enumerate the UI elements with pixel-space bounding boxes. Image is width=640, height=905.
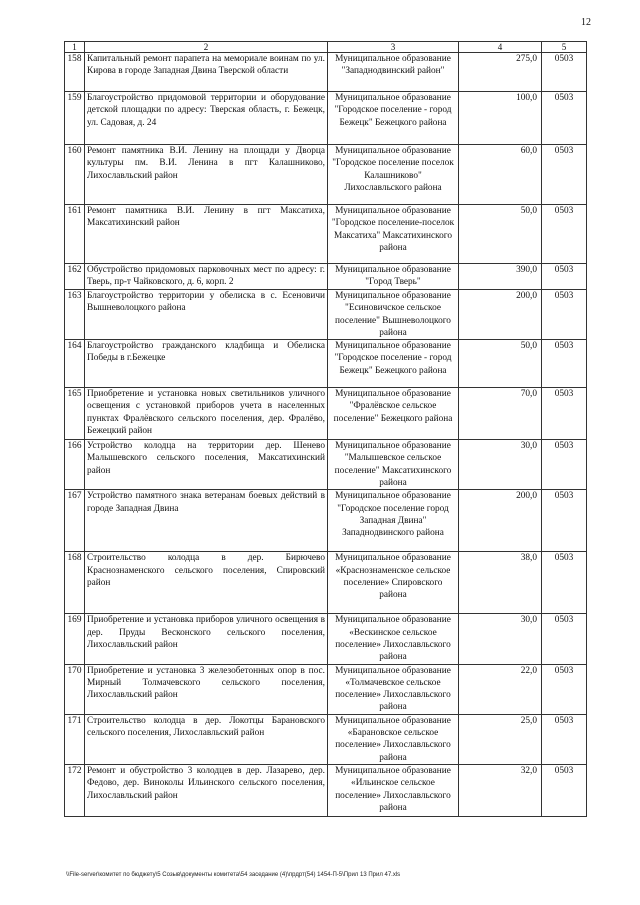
- budget-table: [64, 41, 587, 817]
- row-description: Капитальный ремонт парапета на мемориале воинам по ул. Кирова в городе Западная Двина Тверской области: [85, 53, 328, 92]
- row-code: 0503: [542, 764, 587, 816]
- row-organization: Муниципальное образование "Малышевское сельское поселение" Максатихинского района: [328, 440, 459, 490]
- row-number: 162: [65, 264, 85, 290]
- row-organization: Муниципальное образование «Краснознаменское сельское поселение» Спировского района: [328, 552, 459, 614]
- row-number: 164: [65, 340, 85, 388]
- row-code: 0503: [542, 264, 587, 290]
- row-organization: Муниципальное образование "Городское поселение - город Бежецк" Бежецкого района: [328, 340, 459, 388]
- file-path-footer: \\File-server\комитет по бюджету\5 Созыв\документы комитета\54 заседание (4)\прдрт(54) 1454-П-5\Прил 13 Прил 47.xls: [66, 872, 401, 878]
- row-number: 168: [65, 552, 85, 614]
- row-code: 0503: [542, 340, 587, 388]
- row-amount: 50,0: [459, 205, 542, 264]
- page-number: 12: [581, 17, 591, 28]
- row-amount: 200,0: [459, 290, 542, 340]
- table-row: [65, 714, 587, 764]
- row-number: 161: [65, 205, 85, 264]
- row-amount: 50,0: [459, 340, 542, 388]
- row-code: 0503: [542, 552, 587, 614]
- row-description: Устройство колодца на территории дер. Шенево Малышевского сельского поселения, Максатихинский район: [85, 440, 328, 490]
- row-code: 0503: [542, 664, 587, 714]
- row-description: Приобретение и установка приборов уличного освещения в дер. Пруды Весконского сельского поселения, Лихославльский район: [85, 614, 328, 664]
- table-row: [65, 290, 587, 340]
- row-description: Строительство колодца в дер. Локотцы Барановского сельского поселения, Лихославльский район: [85, 714, 328, 764]
- row-description: Приобретение и установка новых светильников уличного освещения с установкой приборов учета в населенных пунктах Фралёвского сельского поселения, дер. Фралёво, Бежецкий район: [85, 388, 328, 440]
- row-number: 167: [65, 490, 85, 552]
- row-number: 166: [65, 440, 85, 490]
- row-organization: Муниципальное образование "Городское поселение поселок Калашниково" Лихославльского района: [328, 145, 459, 205]
- row-organization: Муниципальное образование "Есиновичское сельское поселение" Вышневолоцкого района: [328, 290, 459, 340]
- row-code: 0503: [542, 490, 587, 552]
- row-code: 0503: [542, 614, 587, 664]
- row-amount: 200,0: [459, 490, 542, 552]
- row-number: 170: [65, 664, 85, 714]
- row-organization: Муниципальное образование "Городское поселение - город Бежецк" Бежецкого района: [328, 92, 459, 145]
- row-amount: 30,0: [459, 440, 542, 490]
- row-code: 0503: [542, 53, 587, 92]
- row-organization: Муниципальное образование "Городское поселение-поселок Максатиха" Максатихинского района: [328, 205, 459, 264]
- row-code: 0503: [542, 92, 587, 145]
- row-description: Ремонт памятника В.И. Ленину в пгт Максатиха, Максатихинский район: [85, 205, 328, 264]
- row-organization: Муниципальное образование "Фралёвское сельское поселение" Бежецкого района: [328, 388, 459, 440]
- table-row: [65, 388, 587, 440]
- row-organization: Муниципальное образование «Ильинское сельское поселение» Лихославльского района: [328, 764, 459, 816]
- row-amount: 25,0: [459, 714, 542, 764]
- row-code: 0503: [542, 290, 587, 340]
- row-description: Устройство памятного знака ветеранам боевых действий в городе Западная Двина: [85, 490, 328, 552]
- row-number: 159: [65, 92, 85, 145]
- row-number: 172: [65, 764, 85, 816]
- row-amount: 32,0: [459, 764, 542, 816]
- table-row: [65, 205, 587, 264]
- row-amount: 275,0: [459, 53, 542, 92]
- table-row: [65, 764, 587, 816]
- row-amount: 22,0: [459, 664, 542, 714]
- table-row: [65, 340, 587, 388]
- row-number: 160: [65, 145, 85, 205]
- row-organization: Муниципальное образование "Город Тверь": [328, 264, 459, 290]
- table-row: [65, 145, 587, 205]
- row-code: 0503: [542, 388, 587, 440]
- header-col-4: 4: [459, 42, 542, 53]
- row-description: Ремонт и обустройство 3 колодцев в дер. Лазарево, дер. Федово, дер. Виноколы Ильинского сельского поселения, Лихославльский район: [85, 764, 328, 816]
- table-row: [65, 490, 587, 552]
- table-row: [65, 614, 587, 664]
- row-number: 165: [65, 388, 85, 440]
- row-organization: Муниципальное образование "Городское поселение город Западная Двина" Западнодвинского района: [328, 490, 459, 552]
- row-code: 0503: [542, 440, 587, 490]
- row-amount: 30,0: [459, 614, 542, 664]
- row-number: 158: [65, 53, 85, 92]
- row-organization: Муниципальное образование «Барановское сельское поселение» Лихославльского района: [328, 714, 459, 764]
- row-code: 0503: [542, 205, 587, 264]
- row-number: 169: [65, 614, 85, 664]
- row-amount: 38,0: [459, 552, 542, 614]
- row-amount: 60,0: [459, 145, 542, 205]
- row-description: Обустройство придомовых парковочных мест по адресу: г. Тверь, пр-т Чайковского, д. 6, корп. 2: [85, 264, 328, 290]
- row-organization: Муниципальное образование «Вескинское сельское поселение» Лихославльского района: [328, 614, 459, 664]
- row-organization: Муниципальное образование «Толмачевское сельское поселение» Лихославльского района: [328, 664, 459, 714]
- table-row: [65, 552, 587, 614]
- table-row: [65, 53, 587, 92]
- row-amount: 100,0: [459, 92, 542, 145]
- table-row: [65, 92, 587, 145]
- row-number: 163: [65, 290, 85, 340]
- table-header-row: [65, 42, 587, 53]
- row-description: Благоустройство гражданского кладбища и Обелиска Победы в г.Бежецке: [85, 340, 328, 388]
- row-description: Приобретение и установка 3 железобетонных опор в пос. Мирный Толмачевского сельского поселения, Лихославльский район: [85, 664, 328, 714]
- row-amount: 70,0: [459, 388, 542, 440]
- row-code: 0503: [542, 714, 587, 764]
- header-col-1: 1: [65, 42, 85, 53]
- header-col-5: 5: [542, 42, 587, 53]
- row-description: Строительство колодца в дер. Бирючево Краснознаменского сельского поселения, Спировский район: [85, 552, 328, 614]
- row-organization: Муниципальное образование "Западнодвинский район": [328, 53, 459, 92]
- row-description: Благоустройство придомовой территории и оборудование детской площадки по адресу: Тверская область, г. Бежецк, ул. Садовая, д. 24: [85, 92, 328, 145]
- table-row: [65, 264, 587, 290]
- table-row: [65, 664, 587, 714]
- header-col-2: 2: [85, 42, 328, 53]
- row-code: 0503: [542, 145, 587, 205]
- table-row: [65, 440, 587, 490]
- header-col-3: 3: [328, 42, 459, 53]
- row-description: Благоустройство территории у обелиска в с. Есеновичи Вышневолоцкого района: [85, 290, 328, 340]
- row-description: Ремонт памятника В.И. Ленину на площади у Дворца культуры пм. В.И. Ленина в пгт Калашниково, Лихославльский район: [85, 145, 328, 205]
- row-amount: 390,0: [459, 264, 542, 290]
- row-number: 171: [65, 714, 85, 764]
